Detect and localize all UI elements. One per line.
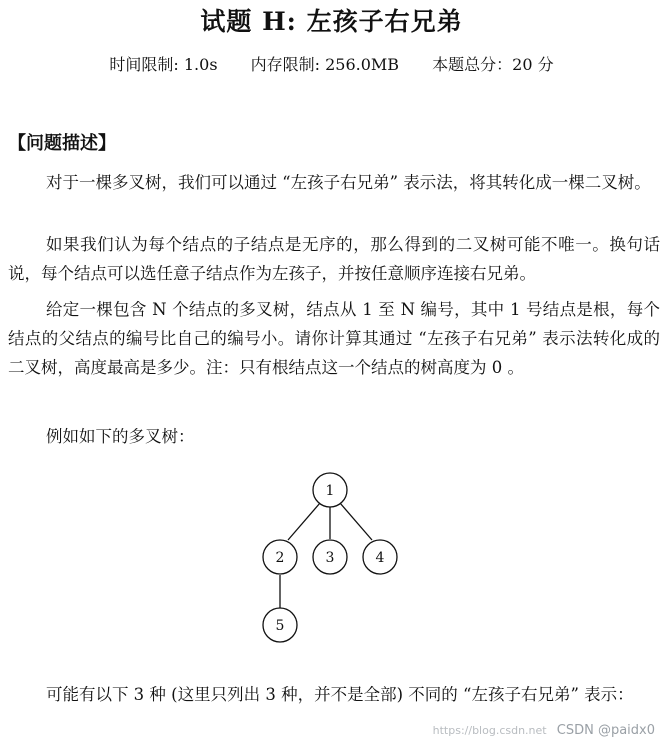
problem-title: 试题 H: 左孩子右兄弟	[200, 7, 463, 36]
paragraph-unordered: 如果我们认为每个结点的子结点是无序的，那么得到的二叉树可能不唯一。换句话说，每个结点可以选任意子结点作为左孩子，并按任意顺序连接右兄弟。	[8, 235, 660, 283]
watermark-brand: CSDN @paidx0	[556, 723, 655, 738]
section-heading: 【问题描述】	[8, 133, 116, 154]
tree-node-label-1: 1	[325, 483, 335, 499]
watermark	[433, 723, 655, 738]
memory-limit: 内存限制: 256.0MB	[250, 55, 400, 74]
watermark-url: https://blog.csdn.net	[432, 724, 547, 737]
time-limit: 时间限制: 1.0s	[109, 55, 218, 74]
paragraph-example-intro: 例如如下的多叉树：	[45, 427, 195, 446]
problem-meta	[0, 52, 663, 75]
paragraph-intro: 对于一棵多叉树，我们可以通过 “左孩子右兄弟” 表示法，将其转化成一棵二叉树。	[45, 173, 651, 192]
paragraph-task: 给定一棵包含 N 个结点的多叉树，结点从 1 至 N 编号，其中 1 号结点是根，每个结点的父结点的编号比自己的编号小。请你计算其通过 “左孩子右兄弟” 表示法转化成的二叉树，高度最高是多少。注：只有根结点这一个结点的树高度为 0 。	[8, 300, 660, 377]
tree-edge-1-4	[340, 503, 372, 540]
tree-node-label-3: 3	[325, 550, 335, 566]
tree-node-label-5: 5	[275, 618, 285, 634]
total-score: 本题总分：20 分	[432, 55, 554, 74]
tree-edge-1-2	[288, 503, 320, 540]
tree-diagram	[258, 468, 408, 644]
tree-node-label-2: 2	[275, 550, 285, 566]
tree-node-label-4: 4	[375, 550, 385, 566]
paragraph-representations: 可能有以下 3 种 (这里只列出 3 种，并不是全部) 不同的 “左孩子右兄弟” 表示：	[45, 685, 634, 704]
